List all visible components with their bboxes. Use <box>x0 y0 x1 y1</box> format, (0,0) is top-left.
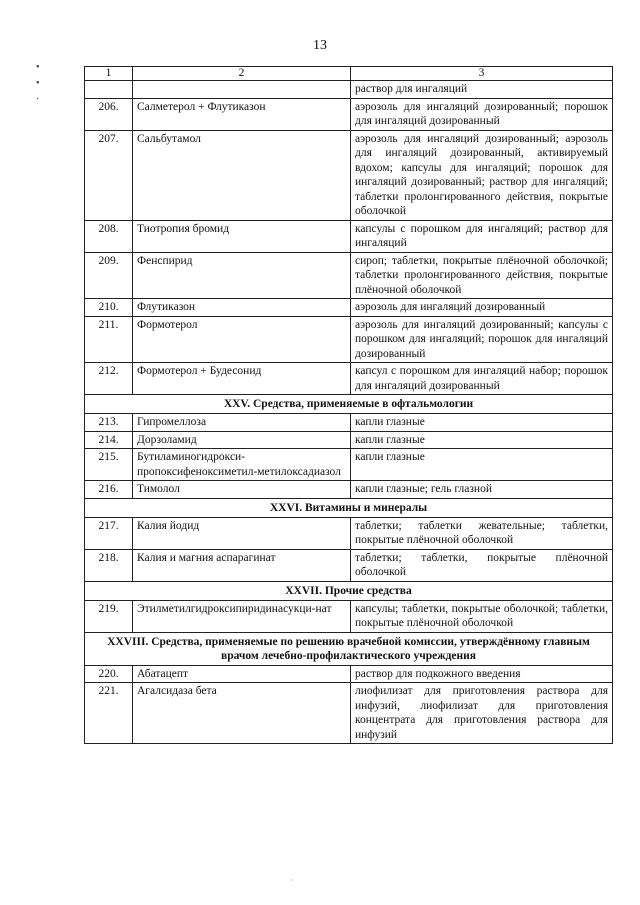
row-number: 206. <box>85 98 133 130</box>
dosage-form: капли глазные; гель глазной <box>351 481 613 499</box>
row-number: 214. <box>85 431 133 449</box>
dosage-form: капли глазные <box>351 449 613 481</box>
row-number: 208. <box>85 220 133 252</box>
dosage-form: раствор для подкожного введения <box>351 665 613 683</box>
row-number: 216. <box>85 481 133 499</box>
table-row <box>85 600 613 632</box>
dosage-form: капли глазные <box>351 414 613 432</box>
table-row <box>85 414 613 432</box>
dosage-form: аэрозоль для ингаляций дозированный; капсулы с порошком для ингаляций; порошок для ингаляций дозированный <box>351 316 613 363</box>
header-col-1: 1 <box>85 67 133 81</box>
drug-name: Тиотропия бромид <box>133 220 351 252</box>
drug-name: Этилметилгидроксипиридинасукци-нат <box>133 600 351 632</box>
table-row <box>85 98 613 130</box>
drug-name: Дорзоламид <box>133 431 351 449</box>
margin-mark: • <box>36 62 40 73</box>
row-number: 221. <box>85 683 133 744</box>
drug-name: Бутиламиногидрокси-пропоксифеноксиметил-метилоксадиазол <box>133 449 351 481</box>
drug-name: Калия йодид <box>133 517 351 549</box>
dosage-form: капли глазные <box>351 431 613 449</box>
header-col-2: 2 <box>133 67 351 81</box>
section-header-row <box>85 581 613 600</box>
drug-table-body <box>85 67 613 744</box>
drug-name: Тимолол <box>133 481 351 499</box>
drug-name: Формотерол + Будесонид <box>133 363 351 395</box>
drug-name: Флутиказон <box>133 299 351 317</box>
dosage-form: капсулы; таблетки, покрытые оболочкой; таблетки, покрытые плёночной оболочкой <box>351 600 613 632</box>
dosage-form: лиофилизат для приготовления раствора для инфузий, лиофилизат для приготовления концентрата для приготовления раствора для инфузий <box>351 683 613 744</box>
section-title: XXVIII. Средства, применяемые по решению врачебной комиссии, утверждённому главным врачом лечебно-профилактического учреждения <box>85 632 613 665</box>
table-row <box>85 299 613 317</box>
continuation-row <box>85 81 613 99</box>
margin-mark: • <box>36 78 40 89</box>
drug-name: Сальбутамол <box>133 130 351 220</box>
dosage-form: таблетки; таблетки, покрытые плёночной оболочкой <box>351 549 613 581</box>
table-row <box>85 431 613 449</box>
row-number: 209. <box>85 252 133 299</box>
drug-name: Формотерол <box>133 316 351 363</box>
dosage-form: капсулы с порошком для ингаляций; раствор для ингаляций <box>351 220 613 252</box>
row-number: 213. <box>85 414 133 432</box>
section-title: XXVII. Прочие средства <box>85 581 613 600</box>
section-header-row <box>85 498 613 517</box>
row-number: 215. <box>85 449 133 481</box>
table-row <box>85 481 613 499</box>
section-title: XXVI. Витамины и минералы <box>85 498 613 517</box>
section-header-row <box>85 395 613 414</box>
dosage-form: аэрозоль для ингаляций дозированный <box>351 299 613 317</box>
table-row <box>85 683 613 744</box>
table-row <box>85 549 613 581</box>
section-header-row <box>85 632 613 665</box>
row-number: 212. <box>85 363 133 395</box>
row-number: 219. <box>85 600 133 632</box>
row-number: 210. <box>85 299 133 317</box>
margin-mark: · <box>36 94 40 105</box>
row-number: 207. <box>85 130 133 220</box>
drug-name: Калия и магния аспарагинат <box>133 549 351 581</box>
footer-mark: · <box>290 876 293 885</box>
drug-name: Агалсидаза бета <box>133 683 351 744</box>
dosage-form: капсул с порошком для ингаляций набор; порошок для ингаляций дозированный <box>351 363 613 395</box>
section-title: XXV. Средства, применяемые в офтальмологии <box>85 395 613 414</box>
continuation-name <box>133 81 351 99</box>
table-header-row <box>85 67 613 81</box>
margin-marks <box>36 60 40 108</box>
drug-name: Салметерол + Флутиказон <box>133 98 351 130</box>
drug-name: Фенспирид <box>133 252 351 299</box>
table-row <box>85 363 613 395</box>
row-number: 217. <box>85 517 133 549</box>
table-row <box>85 517 613 549</box>
table-row <box>85 665 613 683</box>
table-row <box>85 220 613 252</box>
drug-name: Гипромеллоза <box>133 414 351 432</box>
continuation-num <box>85 81 133 99</box>
row-number: 220. <box>85 665 133 683</box>
dosage-form: сироп; таблетки, покрытые плёночной оболочкой; таблетки пролонгированного действия, покрытые плёночной оболочкой <box>351 252 613 299</box>
table-row <box>85 449 613 481</box>
dosage-form: аэрозоль для ингаляций дозированный; порошок для ингаляций дозированный <box>351 98 613 130</box>
continuation-form: раствор для ингаляций <box>351 81 613 99</box>
row-number: 211. <box>85 316 133 363</box>
dosage-form: таблетки; таблетки жевательные; таблетки, покрытые плёночной оболочкой <box>351 517 613 549</box>
row-number: 218. <box>85 549 133 581</box>
table-row <box>85 130 613 220</box>
header-col-3: 3 <box>351 67 613 81</box>
table-row <box>85 252 613 299</box>
drug-table <box>84 66 613 744</box>
drug-name: Абатацепт <box>133 665 351 683</box>
dosage-form: аэрозоль для ингаляций дозированный; аэрозоль для ингаляций дозированный, активируемый вдохом; капсулы для ингаляций; порошок для ингаляций дозированный; раствор для ингаляций; таблетки пролонгированного действия, покрытые оболочкой <box>351 130 613 220</box>
page-number: 13 <box>313 38 327 53</box>
table-row <box>85 316 613 363</box>
